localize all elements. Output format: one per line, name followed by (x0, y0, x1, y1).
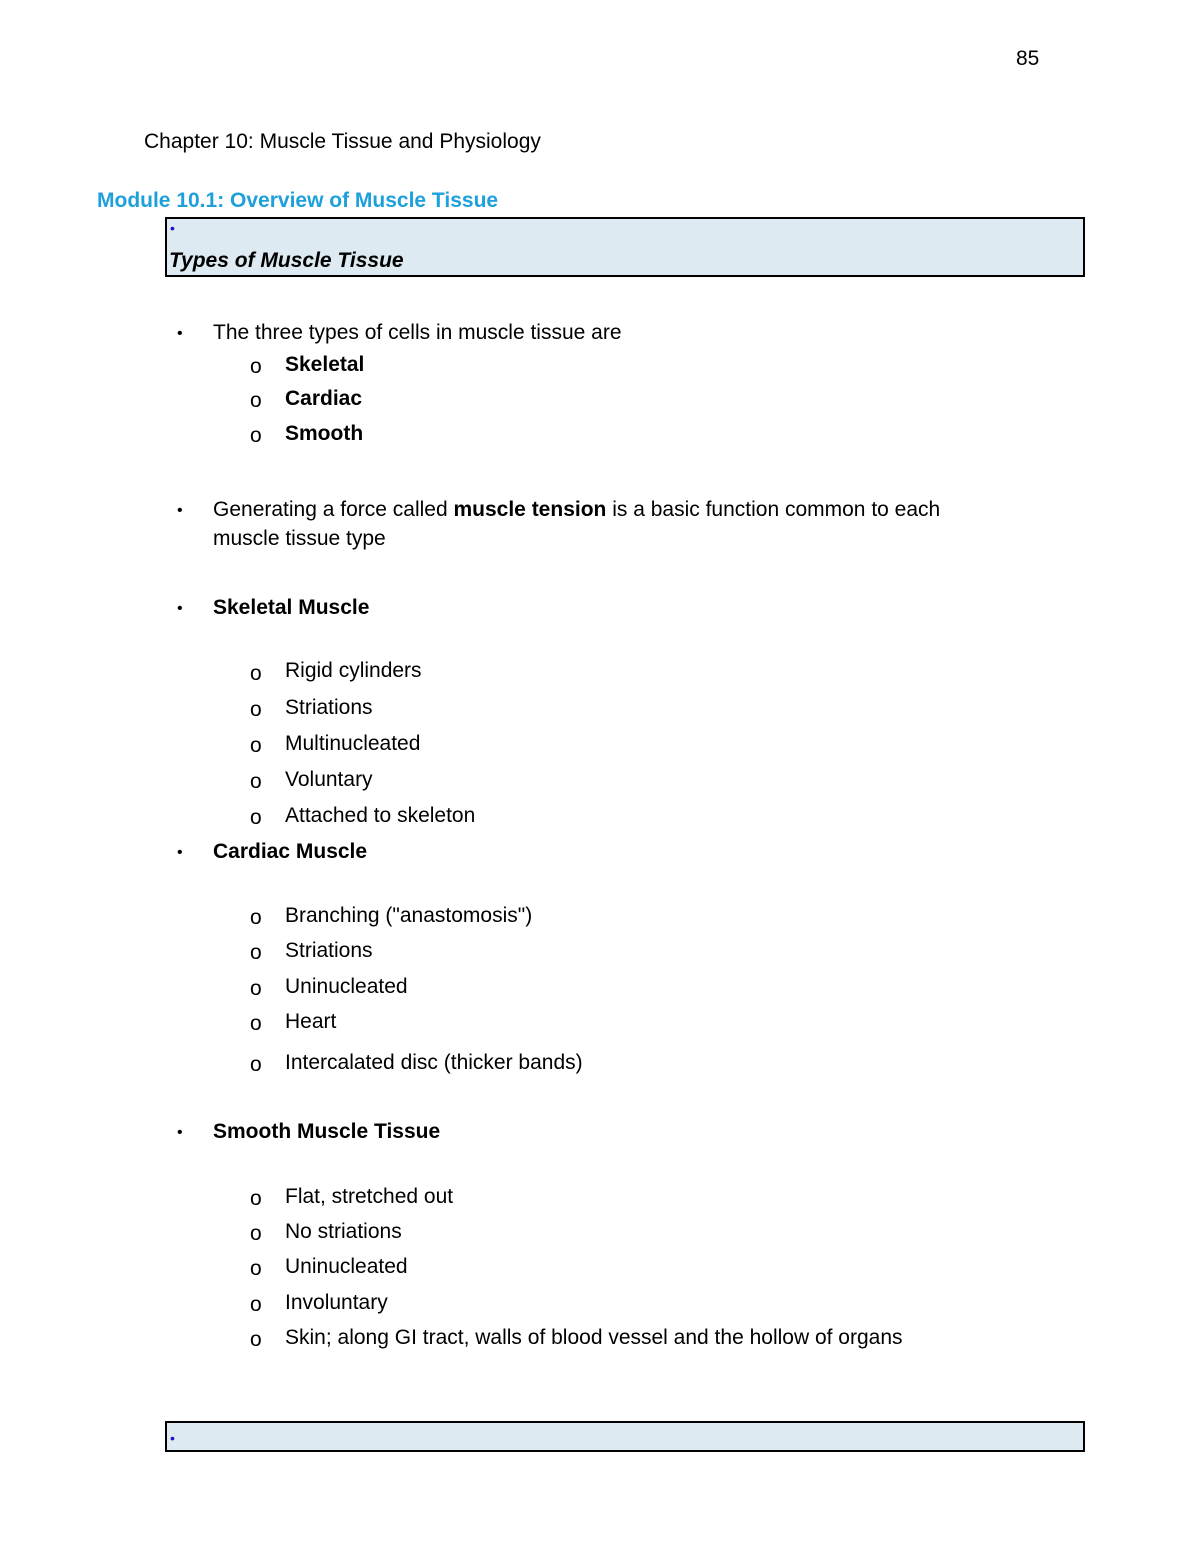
skeletal-heading: Skeletal Muscle (213, 596, 370, 619)
next-section-box (165, 1421, 1085, 1452)
smooth-heading: Smooth Muscle Tissue (213, 1120, 441, 1143)
list-item: Involuntary (285, 1291, 388, 1314)
section-title: Types of Muscle Tissue (169, 249, 404, 272)
tension-text-after: is a basic function common to each (606, 498, 941, 521)
sub-bullet-icon: o (250, 977, 262, 1000)
page-number: 85 (1016, 47, 1040, 70)
list-item: Heart (285, 1010, 337, 1033)
list-item: Smooth (285, 422, 364, 445)
list-item: Striations (285, 696, 373, 719)
sub-bullet-icon: o (250, 1257, 262, 1280)
list-item: Uninucleated (285, 975, 408, 998)
sub-bullet-icon: o (250, 698, 262, 721)
box-marker-icon: • (170, 220, 175, 236)
list-item: Skeletal (285, 353, 365, 376)
tension-term: muscle tension (453, 498, 607, 521)
sub-bullet-icon: o (250, 389, 262, 412)
sub-bullet-icon: o (250, 770, 262, 793)
box-marker-icon: • (170, 1430, 175, 1446)
sub-bullet-icon: o (250, 1053, 262, 1076)
sub-bullet-icon: o (250, 806, 262, 829)
sub-bullet-icon: o (250, 662, 262, 685)
sub-bullet-icon: o (250, 1187, 262, 1210)
tension-line-2: muscle tissue type (213, 527, 386, 550)
list-item: Intercalated disc (thicker bands) (285, 1051, 583, 1074)
sub-bullet-icon: o (250, 424, 262, 447)
list-item: Branching ("anastomosis") (285, 904, 533, 927)
tension-text-before: Generating a force called (213, 498, 454, 521)
sub-bullet-icon: o (250, 941, 262, 964)
bullet-icon: • (177, 325, 183, 342)
sub-bullet-icon: o (250, 1012, 262, 1035)
list-item: No striations (285, 1220, 402, 1243)
list-item: Skin; along GI tract, walls of blood vessel and the hollow of organs (285, 1326, 903, 1349)
module-heading: Module 10.1: Overview of Muscle Tissue (97, 189, 499, 212)
sub-bullet-icon: o (250, 1293, 262, 1316)
list-item: Striations (285, 939, 373, 962)
sub-bullet-icon: o (250, 1222, 262, 1245)
list-item: Uninucleated (285, 1255, 408, 1278)
sub-bullet-icon: o (250, 734, 262, 757)
cardiac-heading: Cardiac Muscle (213, 840, 368, 863)
chapter-title: Chapter 10: Muscle Tissue and Physiology (144, 130, 541, 153)
sub-bullet-icon: o (250, 1328, 262, 1351)
list-item: Attached to skeleton (285, 804, 476, 827)
bullet-icon: • (177, 600, 183, 617)
list-item: Voluntary (285, 768, 373, 791)
bullet-icon: • (177, 844, 183, 861)
sub-bullet-icon: o (250, 355, 262, 378)
bullet-icon: • (177, 1124, 183, 1141)
list-item: Cardiac (285, 387, 363, 410)
list-item: Flat, stretched out (285, 1185, 454, 1208)
bullet-icon: • (177, 502, 183, 519)
sub-bullet-icon: o (250, 906, 262, 929)
list-item: Rigid cylinders (285, 659, 422, 682)
list-item: Multinucleated (285, 732, 421, 755)
intro-text: The three types of cells in muscle tissue are (213, 321, 622, 344)
tension-line-1 (213, 498, 940, 522)
section-header-box (165, 217, 1085, 277)
